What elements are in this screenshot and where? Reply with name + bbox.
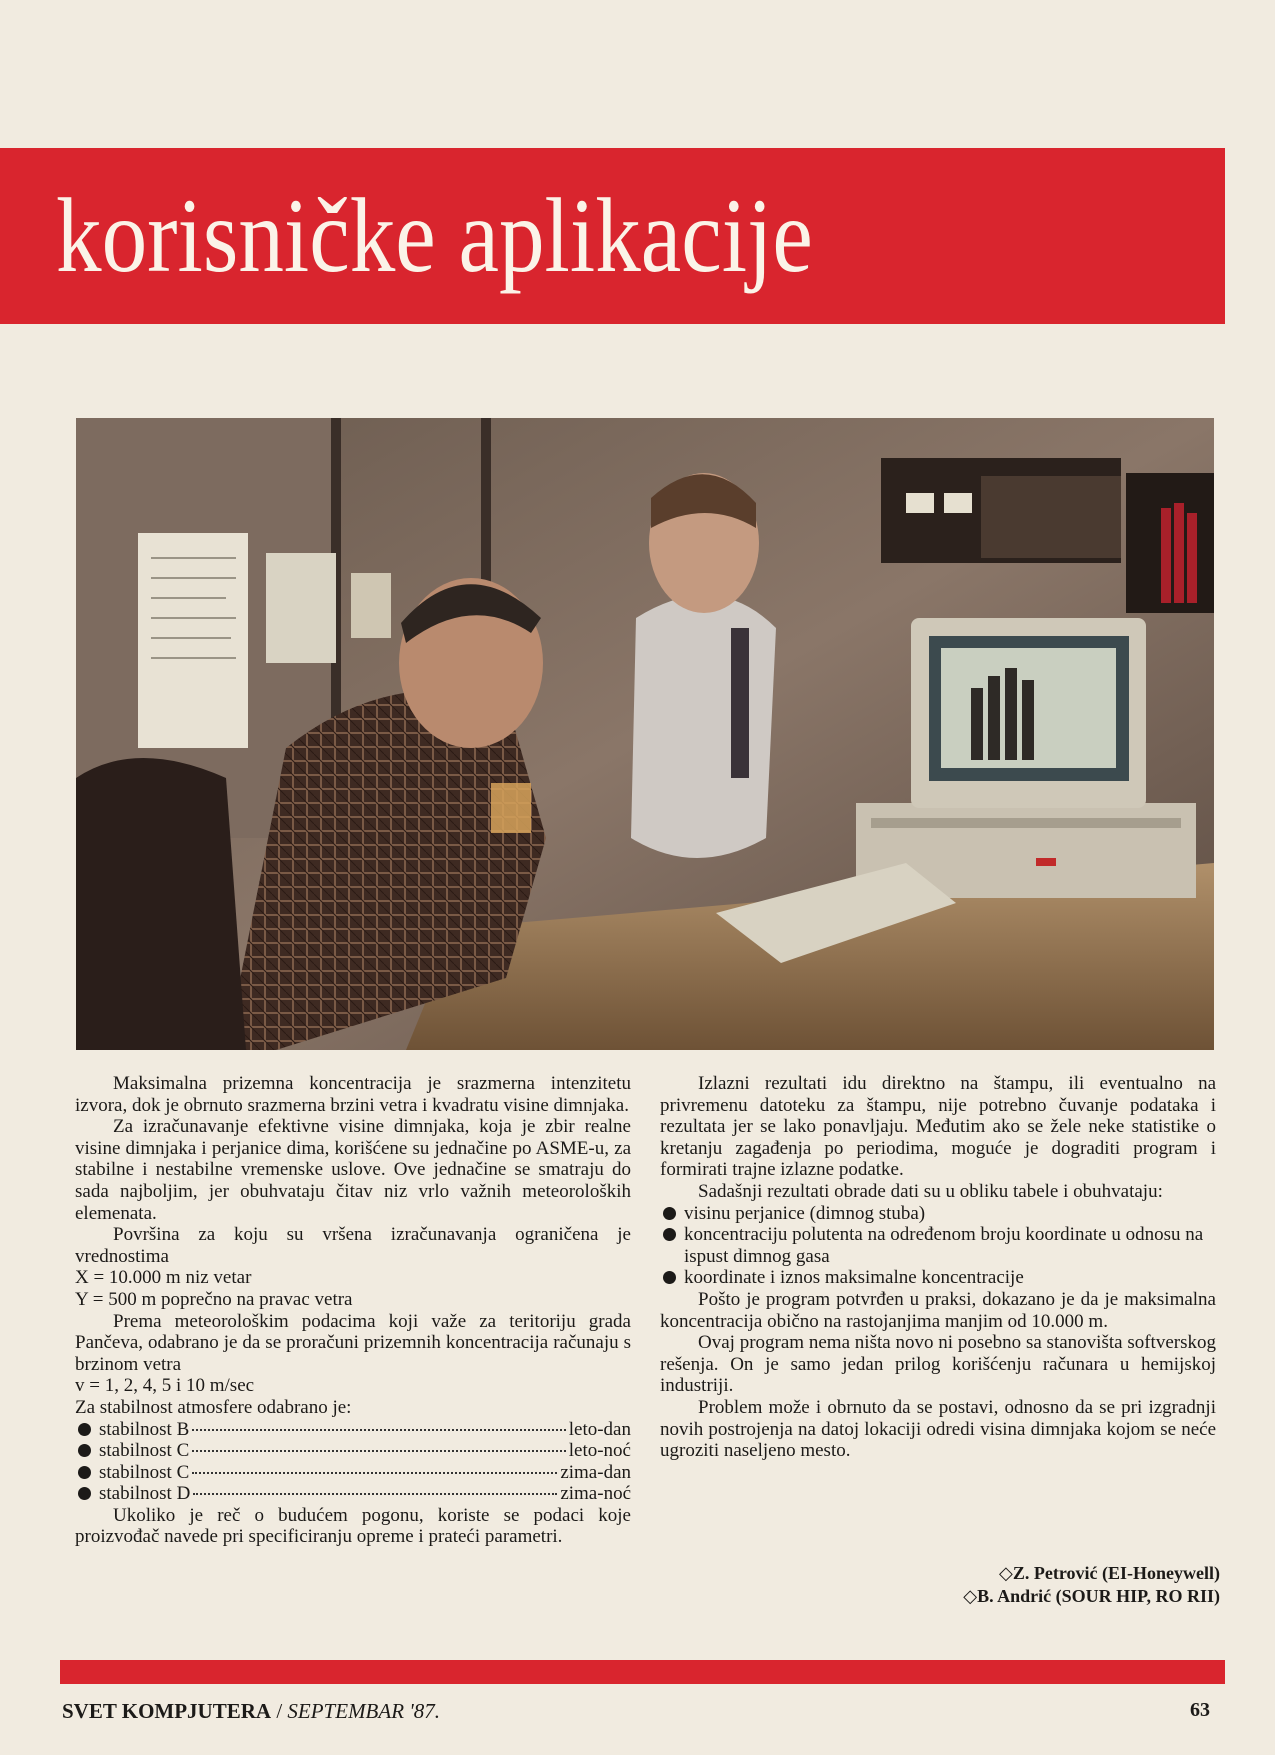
stability-value: zima-dan bbox=[560, 1461, 631, 1483]
stability-row bbox=[75, 1462, 631, 1484]
x-range-line: X = 10.000 m niz vetar bbox=[75, 1267, 252, 1289]
left-column bbox=[75, 1073, 631, 1548]
section-banner bbox=[0, 148, 1225, 324]
stability-intro: Za stabilnost atmosfere odabrano je: bbox=[75, 1396, 352, 1418]
section-title: korisničke aplikacije bbox=[56, 177, 813, 294]
paragraph: Problem može i obrnuto da se postavi, odnosno da se pri izgradnji novih postrojenja na datoj lokaciji odredi visina dimnjaka kojom se neće ugroziti naseljeno mesto. bbox=[660, 1396, 1216, 1462]
author-credit: ◇B. Andrić (SOUR HIP, RO RII) bbox=[963, 1586, 1220, 1606]
paragraph: Sadašnji rezultati obrade dati su u obliku tabele i obuhvataju: bbox=[698, 1180, 1163, 1202]
paragraph: Za izračunavanje efektivne visine dimnjaka, koja je zbir realne visine dimnjaka i perjanice dima, korišćene su jednačine po ASME-u, za stabilne i nestabilne vremenske uslove. Ove jednačine se smatraju do sada najboljim, jer obuhvataju čitav niz vrlo važnih meteoroloških elemenata. bbox=[75, 1116, 631, 1224]
issue-date: SEPTEMBAR '87. bbox=[287, 1699, 441, 1723]
bullet-icon bbox=[78, 1444, 91, 1457]
stability-label: stabilnost D bbox=[99, 1483, 191, 1505]
dot-leader bbox=[192, 1429, 565, 1431]
footer-bar bbox=[60, 1660, 1225, 1684]
bullet-icon bbox=[78, 1423, 91, 1436]
stability-row bbox=[75, 1419, 631, 1441]
page-number: 63 bbox=[1190, 1699, 1210, 1721]
right-column bbox=[660, 1073, 1216, 1462]
y-range-line: Y = 500 m poprečno na pravac vetra bbox=[75, 1288, 353, 1310]
paragraph: Izlazni rezultati idu direktno na štampu, ili eventualno na privremenu datoteku za štampu, nije potrebno čuvanje podataka i rezultata jer se lako ponavljaju. Međutim ako se žele neke statistike o kretanju zagađenja po periodima, moguće je dograditi program i formirati trajne izlazne podatke. bbox=[660, 1073, 1216, 1181]
author-credit: ◇Z. Petrović (EI-Honeywell) bbox=[999, 1563, 1220, 1583]
footer-masthead bbox=[62, 1699, 440, 1724]
dot-leader bbox=[192, 1472, 557, 1474]
result-bullet bbox=[660, 1224, 1216, 1267]
stability-value: zima-noć bbox=[560, 1483, 631, 1505]
stability-value: leto-noć bbox=[568, 1440, 631, 1462]
paragraph: Ukoliko je reč o budućem pogonu, koriste se podaci koje proizvođač navede pri specificiranju opreme i prateći parametri. bbox=[75, 1504, 631, 1548]
magazine-name: SVET KOMPJUTERA bbox=[62, 1699, 272, 1723]
result-bullet bbox=[660, 1267, 1216, 1289]
paragraph: Maksimalna prizemna koncentracija je srazmerna intenzitetu izvora, dok je obrnuto srazmerna brzini vetra i kvadratu visine dimnjaka. bbox=[75, 1073, 631, 1116]
bullet-icon bbox=[663, 1271, 676, 1284]
bullet-text: koordinate i iznos maksimalne koncentracije bbox=[684, 1267, 1024, 1289]
paragraph: Prema meteorološkim podacima koji važe za teritoriju grada Pančeva, odabrano je da se proračuni prizemnih koncentracija računaju s brzinom vetra bbox=[75, 1310, 631, 1375]
bullet-icon bbox=[78, 1487, 91, 1500]
wind-speed-line: v = 1, 2, 4, 5 i 10 m/sec bbox=[75, 1375, 255, 1397]
stability-label: stabilnost B bbox=[99, 1418, 190, 1440]
paragraph: Pošto je program potvrđen u praksi, dokazano je da je maksimalna koncentracija obično na rastojanjima manjim od 10.000 m. bbox=[660, 1288, 1216, 1332]
dot-leader bbox=[192, 1450, 565, 1452]
stability-row bbox=[75, 1483, 631, 1505]
result-bullet bbox=[660, 1203, 1216, 1225]
paragraph: Površina za koju su vršena izračunavanja ograničena je vrednostima bbox=[75, 1224, 631, 1267]
bullet-text: koncentraciju polutenta na određenom broju koordinate u odnosu na ispust dimnog gasa bbox=[684, 1224, 1204, 1267]
dot-leader bbox=[193, 1493, 557, 1495]
stability-label: stabilnost C bbox=[99, 1461, 190, 1483]
paragraph: Ovaj program nema ništa novo ni posebno sa stanovišta softverskog rešenja. On je samo jedan prilog korišćenju računara u hemijskoj industriji. bbox=[660, 1332, 1216, 1397]
author-credits bbox=[660, 1562, 1220, 1608]
stability-label: stabilnost C bbox=[99, 1440, 190, 1462]
footer-separator: / bbox=[271, 1699, 288, 1723]
bullet-text: visinu perjanice (dimnog stuba) bbox=[684, 1202, 926, 1224]
bullet-icon bbox=[78, 1466, 91, 1479]
stability-row bbox=[75, 1440, 631, 1462]
bullet-icon bbox=[663, 1207, 676, 1220]
article-photo bbox=[76, 418, 1214, 1050]
stability-value: leto-dan bbox=[568, 1418, 631, 1440]
bullet-icon bbox=[663, 1228, 676, 1241]
